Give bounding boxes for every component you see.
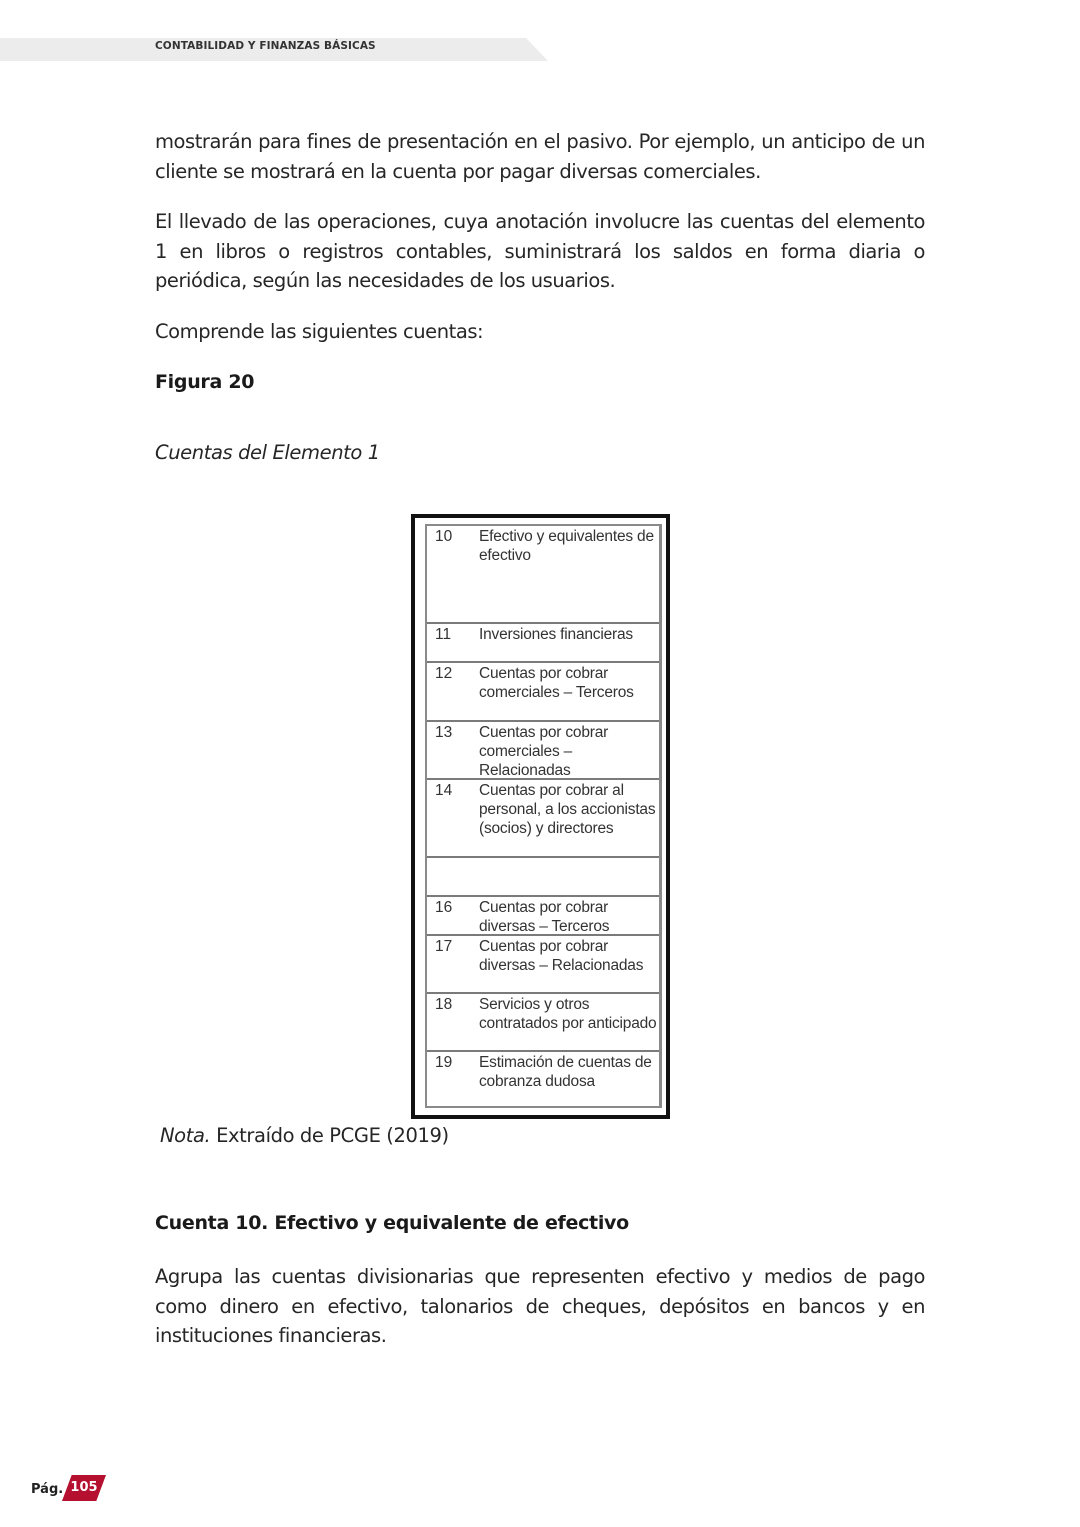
table-row	[427, 526, 659, 624]
account-name: Efectivo y equivalentes de efectivo	[479, 528, 654, 565]
table-row	[427, 858, 659, 897]
page-number: 105	[70, 1480, 98, 1495]
note-label: Nota.	[160, 1124, 211, 1147]
account-name: Cuentas por cobrar diversas – Terceros	[479, 899, 610, 936]
account-name: Cuentas por cobrar comerciales – Relacionadas	[479, 724, 609, 780]
body-paragraph-1: mostrarán para fines de presentación en el pasivo. Por ejemplo, un anticipo de un cliente se mostrará en la cuenta por pagar diversas comerciales.	[155, 130, 925, 183]
section-heading: Cuenta 10. Efectivo y equivalente de efectivo	[155, 1212, 629, 1234]
account-code: 11	[435, 626, 452, 643]
figure-note	[160, 1124, 449, 1147]
table-row	[427, 663, 659, 722]
figure-table-inner	[425, 524, 662, 1108]
account-name: Cuentas por cobrar diversas – Relacionadas	[479, 938, 644, 975]
figure-label: Figura 20	[155, 371, 255, 393]
running-header: CONTABILIDAD Y FINANZAS BÁSICAS	[155, 40, 376, 52]
account-code: 18	[435, 996, 453, 1013]
table-row	[427, 1052, 659, 1108]
account-name: Estimación de cuentas de cobranza dudosa	[479, 1054, 652, 1091]
account-code: 19	[435, 1054, 453, 1071]
note-text: Extraído de PCGE (2019)	[216, 1124, 449, 1147]
table-row	[427, 994, 659, 1052]
account-code: 14	[435, 782, 453, 799]
body-paragraph-2: El llevado de las operaciones, cuya anotación involucre las cuentas del elemento 1 en libros o registros contables, suministrará los saldos en forma diaria o periódica, según las necesidades de los usuarios.	[155, 210, 925, 292]
account-code: 13	[435, 724, 453, 741]
account-code: 10	[435, 528, 453, 545]
account-name: Cuentas por cobrar comerciales – Terceros	[479, 665, 634, 702]
figure-caption: Cuentas del Elemento 1	[155, 441, 380, 464]
account-name: Cuentas por cobrar al personal, a los accionistas (socios) y directores	[479, 782, 656, 838]
table-row	[427, 624, 659, 663]
account-code: 12	[435, 665, 453, 682]
figure-table	[411, 514, 670, 1119]
section-paragraph: Agrupa las cuentas divisionarias que representen efectivo y medios de pago como dinero en efectivo, talonarios de cheques, depósitos en bancos y en instituciones financieras.	[155, 1265, 925, 1347]
account-code: 16	[435, 899, 453, 916]
body-paragraph-3: Comprende las siguientes cuentas:	[155, 320, 484, 343]
account-name: Servicios y otros contratados por anticipado	[479, 996, 657, 1033]
table-row	[427, 897, 659, 936]
page-label: Pág.	[31, 1482, 64, 1497]
account-name: Inversiones financieras	[479, 626, 633, 643]
account-code: 17	[435, 938, 453, 955]
table-row	[427, 780, 659, 858]
table-row	[427, 936, 659, 994]
table-row	[427, 722, 659, 780]
